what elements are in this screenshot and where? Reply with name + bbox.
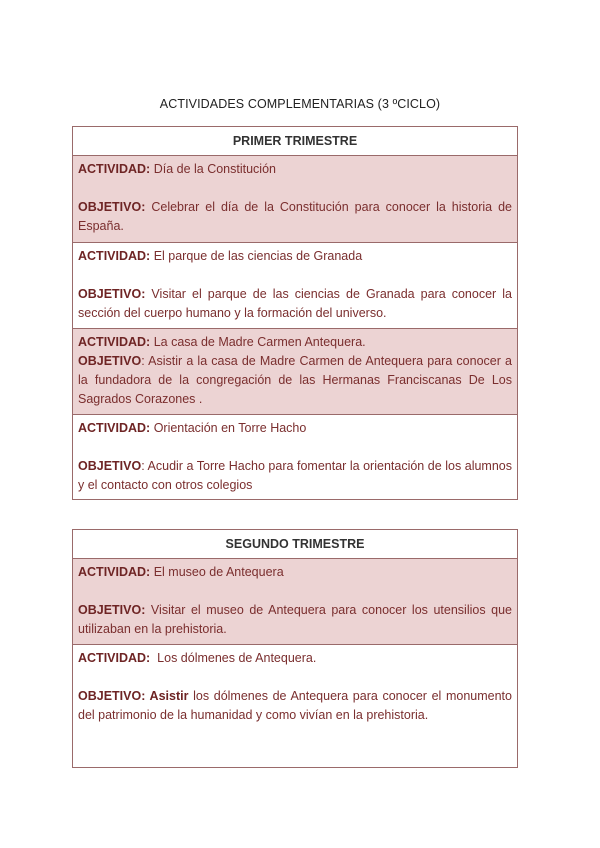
activity-row: [73, 243, 517, 329]
activity-line: [78, 649, 512, 668]
activity-text: El parque de las ciencias de Granada: [150, 249, 363, 263]
objective-text: : Acudir a Torre Hacho para fomentar la orientación de los alumnos y el contacto con otros colegios: [78, 459, 512, 492]
objective-label: OBJETIVO: Asistir: [78, 689, 189, 703]
activity-row: [73, 559, 517, 645]
segundo-trimestre-table: [72, 529, 518, 768]
document-title: ACTIVIDADES COMPLEMENTARIAS (3 ºCICLO): [159, 97, 441, 111]
activity-label: ACTIVIDAD:: [78, 249, 151, 263]
trimester-header: SEGUNDO TRIMESTRE: [73, 530, 517, 559]
objective-line: [78, 457, 512, 495]
activity-row: [73, 329, 517, 415]
objective-label: OBJETIVO:: [78, 200, 146, 214]
activity-text: La casa de Madre Carmen Antequera.: [150, 335, 366, 349]
activity-label: ACTIVIDAD:: [78, 421, 151, 435]
activity-text: Día de la Constitución: [150, 162, 276, 176]
objective-label: OBJETIVO:: [78, 287, 146, 301]
activity-line: [78, 419, 512, 438]
activity-row: [73, 156, 517, 243]
objective-line: [78, 687, 512, 725]
objective-text: : Asistir a la casa de Madre Carmen de Antequera para conocer a la fundadora de la congregación de las Hermanas Franciscanas De Los Sagrados Corazones .: [78, 354, 512, 406]
activity-text: Orientación en Torre Hacho: [150, 421, 307, 435]
objective-line: [78, 352, 512, 409]
objective-line: [78, 198, 512, 236]
activity-line: [78, 563, 512, 582]
activity-label: ACTIVIDAD:: [78, 651, 151, 665]
primer-trimestre-table: [72, 126, 518, 500]
objective-text: los dólmenes de Antequera para conocer el monumento del patrimonio de la humanidad y como vivían en la prehistoria.: [78, 689, 512, 722]
activity-text: El museo de Antequera: [150, 565, 284, 579]
activity-line: [78, 247, 512, 266]
activity-line: [78, 160, 512, 179]
activity-label: ACTIVIDAD:: [78, 335, 151, 349]
activity-row: [73, 645, 517, 767]
objective-label: OBJETIVO:: [78, 603, 146, 617]
activity-label: ACTIVIDAD:: [78, 565, 151, 579]
activity-label: ACTIVIDAD:: [78, 162, 151, 176]
activity-text: Los dólmenes de Antequera.: [150, 651, 317, 665]
objective-text: Celebrar el día de la Constitución para conocer la historia de España.: [78, 200, 512, 233]
objective-line: [78, 601, 512, 639]
activity-line: [78, 333, 512, 352]
activity-row: [73, 415, 517, 499]
objective-label: OBJETIVO: [78, 459, 142, 473]
objective-label: OBJETIVO: [78, 354, 142, 368]
objective-text: Visitar el museo de Antequera para conocer los utensilios que utilizaban en la prehistoria.: [78, 603, 512, 636]
trimester-header: PRIMER TRIMESTRE: [73, 127, 517, 156]
objective-line: [78, 285, 512, 323]
objective-text: Visitar el parque de las ciencias de Granada para conocer la sección del cuerpo humano y la formación del universo.: [78, 287, 512, 320]
